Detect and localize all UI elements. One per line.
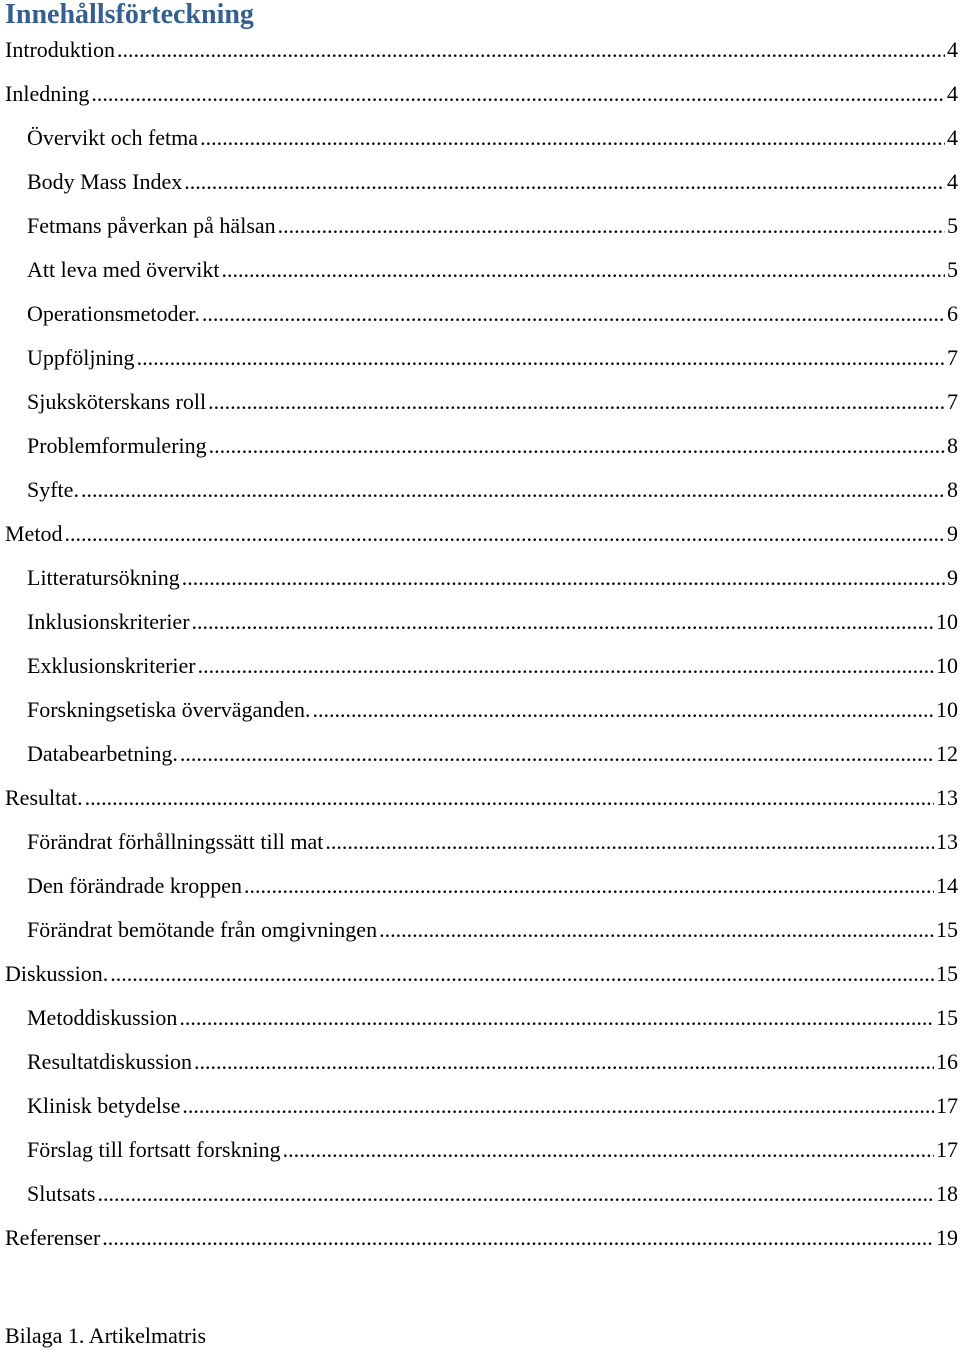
toc-dot-leader (208, 389, 945, 415)
toc-entry-label: Fetmans påverkan på hälsan (27, 213, 276, 238)
toc-entry-label: Databearbetning. (27, 741, 178, 766)
toc-entry-label: Introduktion (5, 37, 115, 62)
toc-entry-label: Den förändrade kroppen (27, 873, 243, 898)
toc-entry-label: Förändrat förhållningssätt till mat (27, 829, 324, 854)
toc-entry[interactable] (0, 424, 960, 468)
toc-dot-leader (184, 169, 945, 195)
toc-dot-leader (192, 609, 934, 635)
toc-dot-leader (379, 917, 934, 943)
toc-entry[interactable] (0, 248, 960, 292)
toc-dot-leader (110, 961, 934, 987)
toc-list (0, 28, 960, 1260)
toc-entry-page: 17 (936, 1137, 958, 1162)
toc-entry-page: 8 (947, 433, 958, 458)
toc-dot-leader (180, 741, 934, 767)
toc-entry-page: 7 (947, 345, 958, 370)
toc-entry[interactable] (0, 204, 960, 248)
toc-dot-leader (137, 345, 945, 371)
toc-dot-leader (202, 301, 945, 327)
toc-heading: Innehållsförteckning (5, 0, 254, 30)
toc-dot-leader (200, 125, 945, 151)
toc-dot-leader (313, 697, 935, 723)
toc-entry-label: Inledning (5, 81, 90, 106)
toc-entry-page: 8 (947, 477, 958, 502)
toc-entry[interactable] (0, 1084, 960, 1128)
toc-entry[interactable] (0, 160, 960, 204)
toc-entry-label: Inklusionskriterier (27, 609, 190, 634)
toc-entry-label: Referenser (5, 1225, 101, 1250)
toc-entry[interactable] (0, 336, 960, 380)
toc-entry-page: 7 (947, 389, 958, 414)
toc-entry-label: Metoddiskussion (27, 1005, 178, 1030)
toc-dot-leader (198, 653, 934, 679)
toc-entry-label: Att leva med övervikt (27, 257, 220, 282)
toc-dot-leader (102, 1225, 934, 1251)
toc-entry-page: 18 (936, 1181, 958, 1206)
toc-entry-label: Problemformulering (27, 433, 207, 458)
toc-entry[interactable] (0, 1172, 960, 1216)
toc-entry-label: Forskningsetiska överväganden. (27, 697, 311, 722)
toc-entry-page: 4 (947, 169, 958, 194)
toc-entry[interactable] (0, 1216, 960, 1260)
toc-entry[interactable] (0, 688, 960, 732)
toc-entry-page: 4 (947, 37, 958, 62)
toc-entry-label: Syfte. (27, 477, 79, 502)
toc-entry-page: 10 (936, 653, 958, 678)
toc-entry[interactable] (0, 116, 960, 160)
toc-dot-leader (91, 81, 945, 107)
toc-dot-leader (278, 213, 945, 239)
toc-entry[interactable] (0, 864, 960, 908)
toc-entry-page: 9 (947, 565, 958, 590)
toc-entry-page: 17 (936, 1093, 958, 1118)
toc-entry-label: Resultatdiskussion (27, 1049, 193, 1074)
toc-entry[interactable] (0, 556, 960, 600)
toc-entry-page: 10 (936, 697, 958, 722)
toc-entry-label: Övervikt och fetma (27, 125, 199, 150)
toc-entry-page: 15 (936, 917, 958, 942)
toc-entry[interactable] (0, 600, 960, 644)
toc-entry[interactable] (0, 644, 960, 688)
toc-entry-page: 6 (947, 301, 958, 326)
toc-dot-leader (81, 477, 945, 503)
toc-entry-page: 13 (936, 829, 958, 854)
toc-entry-label: Operationsmetoder. (27, 301, 200, 326)
toc-entry[interactable] (0, 292, 960, 336)
toc-entry-page: 4 (947, 81, 958, 106)
toc-dot-leader (179, 1005, 934, 1031)
toc-entry-page: 9 (947, 521, 958, 546)
toc-entry-label: Exklusionskriterier (27, 653, 196, 678)
toc-entry-page: 15 (936, 961, 958, 986)
toc-entry-label: Slutsats (27, 1181, 96, 1206)
toc-dot-leader (85, 785, 934, 811)
toc-entry-page: 4 (947, 125, 958, 150)
toc-entry[interactable] (0, 1128, 960, 1172)
toc-dot-leader (64, 521, 945, 547)
toc-entry-label: Resultat. (5, 785, 83, 810)
toc-dot-leader (325, 829, 934, 855)
toc-dot-leader (209, 433, 945, 459)
toc-entry-label: Metod (5, 521, 63, 546)
toc-entry[interactable] (0, 732, 960, 776)
toc-entry-label: Sjuksköterskans roll (27, 389, 207, 414)
toc-entry-label: Klinisk betydelse (27, 1093, 181, 1118)
toc-dot-leader (283, 1137, 934, 1163)
toc-entry[interactable] (0, 952, 960, 996)
toc-entry[interactable] (0, 908, 960, 952)
toc-entry[interactable] (0, 776, 960, 820)
toc-entry-page: 10 (936, 609, 958, 634)
appendix-line: Bilaga 1. Artikelmatris (5, 1323, 207, 1348)
toc-entry-label: Förändrat bemötande från omgivningen (27, 917, 378, 942)
toc-entry[interactable] (0, 820, 960, 864)
toc-dot-leader (117, 37, 945, 63)
toc-entry-page: 13 (936, 785, 958, 810)
toc-entry-page: 15 (936, 1005, 958, 1030)
toc-entry-page: 5 (947, 213, 958, 238)
toc-entry[interactable] (0, 512, 960, 556)
toc-entry-label: Förslag till fortsatt forskning (27, 1137, 281, 1162)
toc-dot-leader (182, 1093, 934, 1119)
toc-dot-leader (182, 565, 945, 591)
toc-entry[interactable] (0, 1040, 960, 1084)
toc-entry[interactable] (0, 996, 960, 1040)
toc-entry-page: 19 (936, 1225, 958, 1250)
toc-entry[interactable] (0, 380, 960, 424)
toc-entry[interactable] (0, 468, 960, 512)
toc-entry-page: 5 (947, 257, 958, 282)
toc-entry-label: Body Mass Index (27, 169, 183, 194)
toc-dot-leader (194, 1049, 934, 1075)
toc-entry[interactable] (0, 28, 960, 72)
toc-dot-leader (244, 873, 934, 899)
toc-entry-page: 16 (936, 1049, 958, 1074)
toc-entry-label: Uppföljning (27, 345, 135, 370)
toc-entry[interactable] (0, 72, 960, 116)
toc-entry-page: 14 (936, 873, 958, 898)
toc-entry-label: Litteratursökning (27, 565, 180, 590)
toc-entry-page: 12 (936, 741, 958, 766)
toc-entry-label: Diskussion. (5, 961, 109, 986)
toc-dot-leader (221, 257, 945, 283)
toc-dot-leader (97, 1181, 934, 1207)
